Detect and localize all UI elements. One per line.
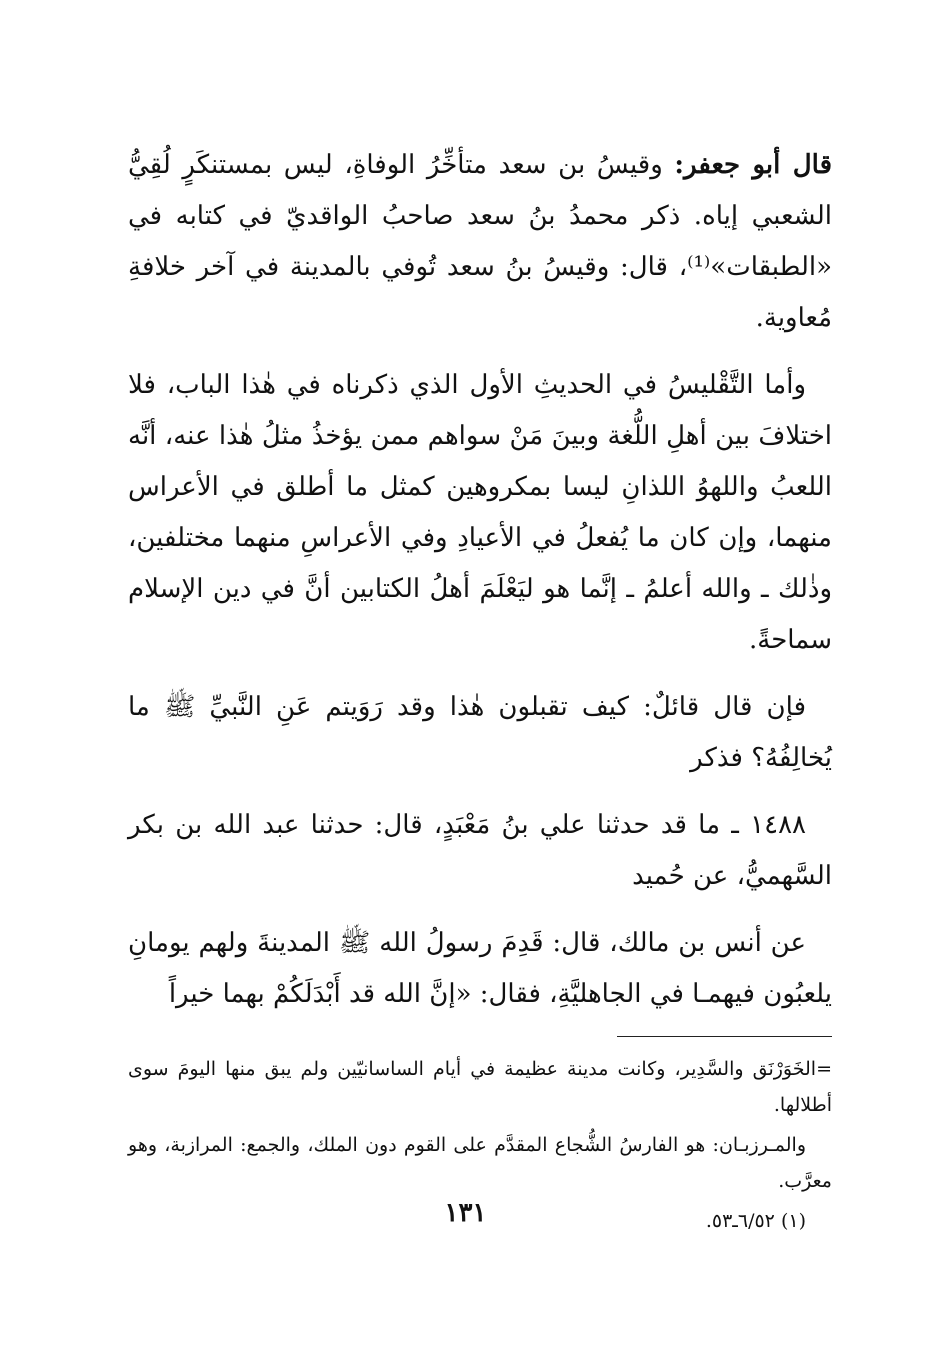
paragraph-2 — [128, 360, 832, 666]
paragraph-1 — [128, 140, 832, 344]
footnote-divider — [617, 1036, 832, 1037]
paragraph-text: وقيسُ بن سعد متأخِّرُ الوفاةِ، ليس بمستنكَرٍ لُقِيُّ الشعبي إياه. ذكر محمدُ بنُ سعد صاحبُ الواقديّ في كتابه في «الطبقات»⁽¹⁾، قال: وقيسُ بنُ سعد تُوفي بالمدينة في آخر خلافةِ مُعاوية. — [128, 150, 832, 333]
paragraph-text: فإن قال قائلٌ: كيف تقبلون هٰذا وقد رَوَيتم عَنِ النَّبيِّ ﷺ ما يُخالِفُهُ؟ فذكر — [128, 692, 832, 773]
footnote-continuation: =الخَوَرْنَق والسَّدِير، وكانت مدينة عظيمة في أيام الساسانيّين ولم يبق منها اليومَ سوى أطلالها. — [128, 1058, 832, 1116]
page-body — [128, 140, 832, 1243]
paragraph-lead: قال أبو جعفر: — [674, 150, 832, 180]
footnote-1: (١) ٦/٥٢ـ٥٣. — [705, 1210, 806, 1232]
footnote-marzuban: والمـرزبـان: هو الفارسُ الشُّجاع المقدَّم على القوم دون الملك، والجمع: المرازبة، وهو معرَّب. — [128, 1134, 832, 1192]
paragraph-4 — [128, 800, 832, 902]
paragraph-text: وأما التَّقْليسُ في الحديثِ الأول الذي ذكرناه في هٰذا الباب، فلا اختلافَ بين أهلِ اللُّغة وبينَ مَنْ سواهم ممن يؤخذُ مثلُ هٰذا عنه، أنَّه اللعبُ واللهوُ اللذانِ ليسا بمكروهين كمثل ما أطلق في الأعراس منهما، وإن كان ما يُفعلُ في الأعيادِ وفي الأعراسِ منهما مختلفين، وذٰلك ـ والله أعلمُ ـ إنَّما هو ليَعْلَمَ أهلُ الكتابين أنَّ في دين الإسلام سماحةً. — [128, 370, 832, 655]
paragraph-text: ١٤٨٨ ـ ما قد حدثنا علي بنُ مَعْبَدٍ، قال: حدثنا عبد الله بن بكر السَّهميُّ، عن حُميد — [128, 810, 832, 891]
paragraph-3 — [128, 682, 832, 784]
page-number: ١٣١ — [444, 1198, 487, 1228]
paragraph-5 — [128, 918, 832, 1020]
paragraph-text: عن أنس بن مالك، قال: قَدِمَ رسولُ الله ﷺ المدينةَ ولهم يومانِ يلعبُون فيهمـا في الجاهليَّةِ، فقال: «إنَّ الله قد أَبْدَلَكُمْ بهما خيراً — [128, 928, 832, 1009]
